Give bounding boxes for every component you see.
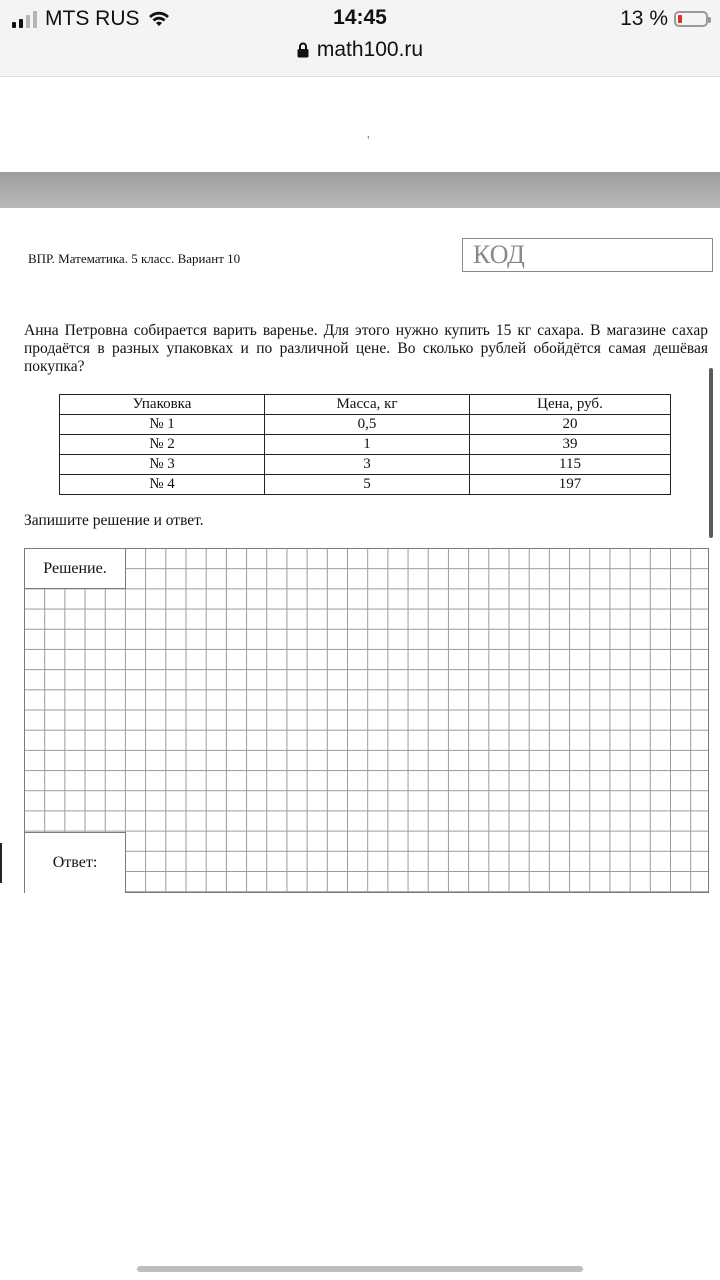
answer-label: Ответ: xyxy=(25,832,126,893)
scrollbar-thumb[interactable] xyxy=(709,368,713,538)
table-cell: 0,5 xyxy=(265,415,470,435)
table-cell: 1 xyxy=(265,435,470,455)
battery-group xyxy=(620,7,708,31)
price-table xyxy=(59,394,671,495)
problem-text: Анна Петровна собирается варить варенье. Для этого нужно купить 15 кг сахара. В магазине сахар продаётся в разных упаковках и по различной цене. Во сколько рублей обойдётся самая дешёвая покупка? xyxy=(24,322,708,375)
worksheet-title: ВПР. Математика. 5 класс. Вариант 10 xyxy=(28,251,241,266)
table-cell: № 2 xyxy=(60,435,265,455)
lock-icon xyxy=(297,42,309,58)
table-cell: 197 xyxy=(470,475,671,495)
table-header-cell: Упаковка xyxy=(60,395,265,415)
table-row xyxy=(60,475,671,495)
table-cell: 39 xyxy=(470,435,671,455)
home-indicator[interactable] xyxy=(137,1266,583,1272)
table-cell: № 1 xyxy=(60,415,265,435)
page-divider-band xyxy=(0,172,720,208)
table-cell: № 4 xyxy=(60,475,265,495)
instruction-text: Запишите решение и ответ. xyxy=(24,512,204,529)
table-header-cell: Цена, руб. xyxy=(470,395,671,415)
battery-icon xyxy=(674,11,708,27)
battery-percent: 13 % xyxy=(620,7,668,30)
table-header-cell: Масса, кг xyxy=(265,395,470,415)
status-bar xyxy=(0,0,720,77)
table-cell: № 3 xyxy=(60,455,265,475)
clock: 14:45 xyxy=(333,6,387,29)
table-cell: 115 xyxy=(470,455,671,475)
table-row xyxy=(60,415,671,435)
table-header-row xyxy=(60,395,671,415)
table-cell: 3 xyxy=(265,455,470,475)
stray-mark: ˓ xyxy=(366,128,371,143)
table-row xyxy=(60,435,671,455)
edge-marker xyxy=(0,843,2,883)
solution-label: Решение. xyxy=(25,549,126,589)
table-cell: 5 xyxy=(265,475,470,495)
url-text[interactable]: math100.ru xyxy=(316,38,424,61)
table-row xyxy=(60,455,671,475)
code-box: КОД xyxy=(462,238,713,272)
table-cell: 20 xyxy=(470,415,671,435)
answer-grid xyxy=(24,548,709,893)
address-bar[interactable] xyxy=(0,38,720,62)
carrier-name: MTS RUS xyxy=(45,7,140,30)
